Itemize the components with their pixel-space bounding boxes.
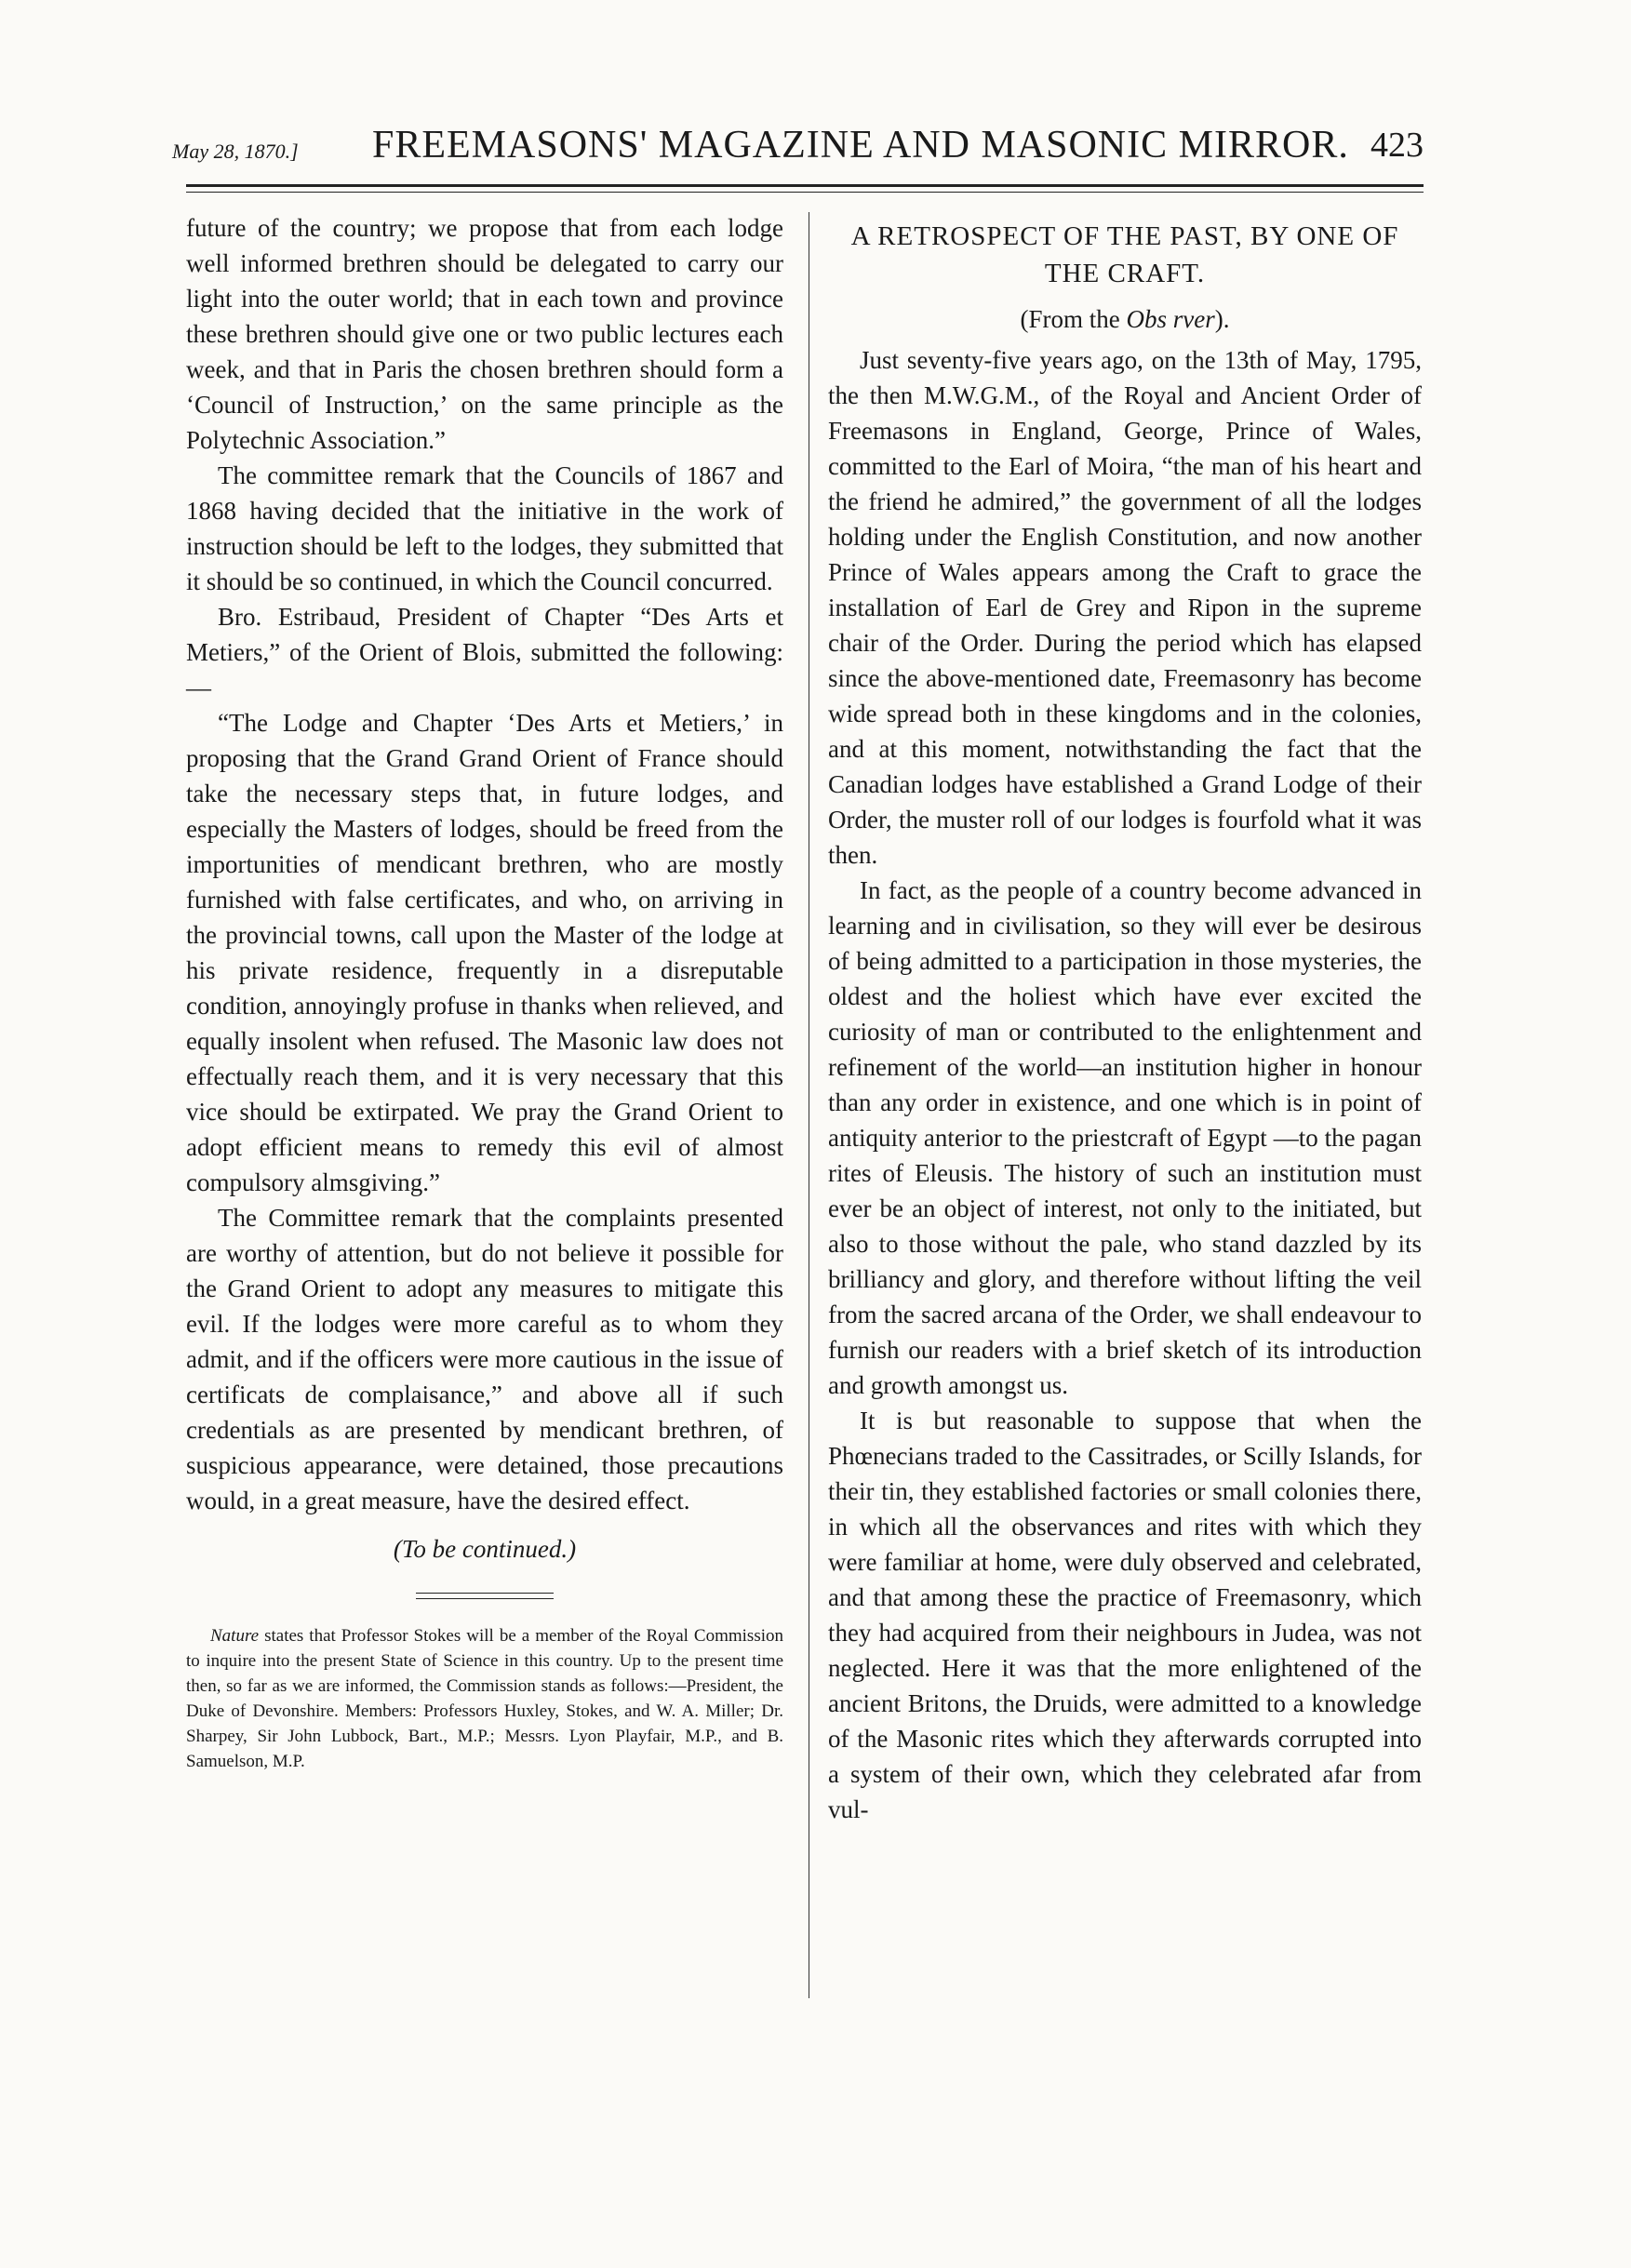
paragraph: The Committee remark that the complaints presented are worthy of attention, but do not believe it possible for the Grand Orient to adopt any measures to mitigate this evil. If the lodges were more careful as to whom they admit, and if the officers were more cautious in the issue of certificats de complaisance,” and above all if such credentials as are presented by mendicant brethren, of suspicious appearance, were detained, those precautions would, in a great measure, have the desired effect.: [186, 1204, 783, 1514]
paragraph: “The Lodge and Chapter ‘Des Arts et Metiers,’ in proposing that the Grand Grand Orient of France should take the necessary steps that, in future lodges, and especially the Masters of lodges, should be freed from the importunities of mendicant brethren, who are mostly furnished with false certificates, and who, on arriving in the provincial towns, call upon the Master of the lodge at his private residence, frequently in a disreputable condition, annoyingly profuse in thanks when relieved, and equally insolent when refused. The Masonic law does not effectually reach them, and it is very necessary that this vice should be extirpated. We pray the Grand Orient to adopt efficient means to remedy this evil of almost compulsory almsgiving.”: [186, 709, 783, 1196]
paragraph: In fact, as the people of a country become advanced in learning and in civilisation, so they will ever be desirous of being admitted to a participation in those mysteries, the oldest and the holiest which have ever excited the curiosity of man or contributed to the enlightenment and refinement of the world—an institution higher in honour than any order in existence, and one which is in point of antiquity anterior to the priestcraft of Egypt —to the pagan rites of Eleusis. The history of such an institution must ever be an object of interest, not only to the initiated, but also to those without the pale, who stand dazzled by its brilliancy and glory, and therefore without lifting the veil from the sacred arcana of the Order, we shall endeavour to furnish our readers with a brief sketch of its introduction and growth amongst us.: [828, 876, 1422, 1399]
source-name: Obs rver: [1126, 305, 1215, 333]
note-lead: Nature: [210, 1626, 260, 1646]
header-rule-thick: [186, 184, 1424, 187]
publication-title: FREEMASONS' MAGAZINE AND MASONIC MIRROR.: [372, 124, 1349, 167]
news-note: [186, 1623, 783, 1774]
paragraph: Just seventy-five years ago, on the 13th of May, 1795, the then M.W.G.M., of the Royal and Ancient Order of Freemasons in England, George, Prince of Wales, committed to the Earl of Moira, “the man of his heart and the friend he admired,” the government of all the lodges holding under the English Constitution, and now another Prince of Wales appears among the Craft to grace the installation of Earl de Grey and Ripon in the supreme chair of the Order. During the period which has elapsed since the above-mentioned date, Freemasonry has become wide spread both in these kingdoms and in the colonies, and at this moment, notwithstanding the fact that the Canadian lodges have established a Grand Lodge of their Order, the muster roll of our lodges is fourfold what it was then.: [828, 346, 1422, 869]
page-number: 423: [1370, 126, 1424, 165]
source-prefix: (From the: [1020, 305, 1127, 333]
section-rule: [416, 1598, 554, 1599]
running-head: [172, 123, 1424, 169]
paragraph: The committee remark that the Councils of 1867 and 1868 having decided that the initiative in the work of instruction should be left to the lodges, they submitted that it should be so continued, in which the Council concurred.: [186, 461, 783, 595]
right-column: [828, 210, 1422, 1827]
source-suffix: ).: [1214, 305, 1230, 333]
section-rule: [416, 1593, 554, 1594]
left-column: [186, 210, 783, 1774]
note-text: states that Professor Stokes will be a member of the Royal Commission to inquire into the present State of Science in this country. Up to the present time then, so far as we are informed, the Commission stands as follows:—President, the Duke of Devonshire. Members: Professors Huxley, Stokes, and W. A. Miller; Dr. Sharpey, Sir John Lubbock, Bart., M.P.; Messrs. Lyon Playfair, M.P., and B. Samuelson, M.P.: [186, 1626, 783, 1771]
article-source: [828, 301, 1422, 337]
header-rule-thin: [186, 192, 1424, 193]
issue-date: May 28, 1870.]: [172, 140, 299, 163]
paragraph: Bro. Estribaud, President of Chapter “Des Arts et Metiers,” of the Orient of Blois, submitted the following:—: [186, 603, 783, 701]
paragraph: It is but reasonable to suppose that when the Phœnecians traded to the Cassitrades, or Scilly Islands, for their tin, they established factories or small colonies there, in which all the observances and rites with which they were familiar at home, were duly observed and celebrated, and that among these the practice of Freemasonry, which they had acquired from their neighbours in Judea, was not neglected. Here it was that the more enlightened of the ancient Britons, the Druids, were admitted to a knowledge of the Masonic rites which they afterwards corrupted into a system of their own, which they celebrated afar from vul-: [828, 1407, 1422, 1823]
paragraph: future of the country; we propose that from each lodge well informed brethren should be delegated to carry our light into the outer world; that in each town and province these brethren should give one or two public lectures each week, and that in Paris the chosen brethren should form a ‘Council of Instruction,’ on the same principle as the Polytechnic Association.”: [186, 214, 783, 454]
article-title: A RETROSPECT OF THE PAST, BY ONE OF THE CRAFT.: [850, 221, 1399, 288]
to-be-continued: (To be continued.): [393, 1535, 577, 1563]
